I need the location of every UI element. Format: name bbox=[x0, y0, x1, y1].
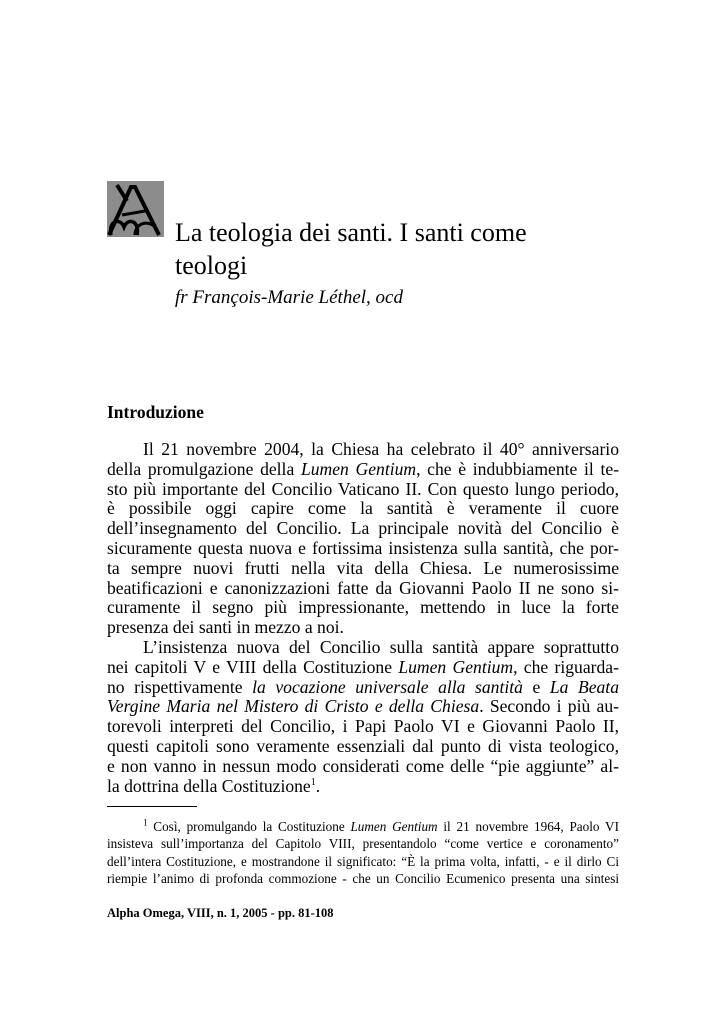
text-line bbox=[107, 480, 619, 500]
text-line bbox=[107, 618, 619, 638]
italic-text: La Beata bbox=[549, 676, 619, 697]
text-run: no rispettivamente bbox=[107, 676, 253, 697]
text-run: , che è indubbiamente il te- bbox=[416, 458, 619, 479]
text-run: è possibile oggi capire come la santità è veramente il cuore bbox=[107, 498, 619, 519]
italic-text: Lumen Gentium bbox=[350, 819, 438, 834]
text-line bbox=[107, 658, 619, 678]
text-run: e bbox=[522, 676, 550, 697]
footnote bbox=[107, 818, 619, 887]
text-line bbox=[107, 460, 619, 480]
text-run: Così, promulgando la Costituzione bbox=[153, 819, 351, 834]
text-run: dell’intera Costituzione, e mostrandone il significato: “È la prima volta, infatti, - e il dirlo Ci bbox=[107, 853, 619, 869]
text-run: riempie l’animo di profonda commozione - che un Concilio Ecumenico presenta una sintesi bbox=[107, 870, 619, 886]
text-run: sto più importante del Concilio Vaticano II. Con questo lungo periodo, bbox=[107, 478, 619, 499]
title-line: La teologia dei santi. I santi come bbox=[175, 218, 527, 247]
text-line bbox=[107, 757, 619, 777]
text-run: L’insistenza nuova del Concilio sulla santità appare soprattutto bbox=[143, 636, 619, 657]
text-line bbox=[107, 717, 619, 737]
text-run: . bbox=[315, 775, 321, 796]
italic-text: Lumen Gentium bbox=[398, 656, 514, 677]
italic-text: Vergine Maria nel Mistero di Cristo e della Chiesa bbox=[107, 696, 480, 717]
text-run: torevoli interpreti del Concilio, i Papi Paolo VI e Giovanni Paolo II, bbox=[107, 716, 619, 737]
text-run: curamente il segno più impressionante, mettendo in luce la forte bbox=[107, 597, 619, 618]
body-text bbox=[107, 440, 619, 796]
text-run: Il 21 novembre 2004, la Chiesa ha celebrato il 40° anniversario bbox=[143, 439, 619, 459]
text-line bbox=[107, 638, 619, 658]
text-line bbox=[107, 835, 619, 852]
text-run: sicuramente questa nuova e fortissima insistenza sulla santità, che por- bbox=[107, 537, 619, 558]
italic-text: Lumen Gentium bbox=[300, 458, 417, 479]
text-run: e non vanno in nessun modo considerati come delle “pie aggiunte” al- bbox=[107, 755, 619, 776]
text-run: insisteva sull’importanza del Capitolo VIII, presentandolo “come vertice e coronamento” bbox=[107, 836, 619, 852]
text-line bbox=[107, 870, 619, 887]
text-run: dell’insegnamento del Concilio. La principale novità del Concilio è bbox=[107, 518, 619, 539]
text-line bbox=[107, 697, 619, 717]
text-line bbox=[107, 539, 619, 559]
text-line bbox=[107, 440, 619, 460]
text-run: . Secondo i più au- bbox=[479, 696, 620, 717]
text-line bbox=[107, 777, 619, 797]
text-run: ta sempre nuovi frutti nella vita della Chiesa. Le numerosissime bbox=[107, 557, 619, 578]
text-line bbox=[107, 559, 619, 579]
title-line: teologi bbox=[175, 251, 248, 280]
text-run: la dottrina della Costituzione bbox=[107, 775, 311, 796]
text-line bbox=[107, 579, 619, 599]
text-run: il 21 novembre 1964, Paolo VI bbox=[437, 819, 619, 834]
text-line bbox=[107, 737, 619, 757]
text-line bbox=[107, 818, 619, 835]
footnote-reference: 1 bbox=[310, 776, 316, 788]
text-run: nei capitoli V e VIII della Costituzione bbox=[107, 656, 399, 677]
page-footer: Alpha Omega, VIII, n. 1, 2005 - pp. 81-108 bbox=[107, 906, 334, 920]
text-line bbox=[107, 678, 619, 698]
alpha-omega-icon bbox=[107, 181, 164, 237]
text-run: della promulgazione della bbox=[107, 458, 301, 479]
text-run: questi capitoli sono veramente essenziali dal punto di vista teologico, bbox=[107, 735, 619, 756]
section-heading: Introduzione bbox=[107, 402, 204, 422]
italic-text: la vocazione universale alla santità bbox=[252, 676, 523, 697]
text-run: , che riguarda- bbox=[513, 656, 619, 677]
text-line bbox=[107, 598, 619, 618]
article-author: fr François-Marie Léthel, ocd bbox=[175, 287, 403, 308]
article-title bbox=[175, 216, 605, 282]
alpha-omega-logo bbox=[107, 181, 164, 237]
text-run: beatificazioni e canonizzazioni fatte da Giovanni Paolo II ne sono si- bbox=[107, 577, 619, 598]
footnote-number: 1 bbox=[143, 817, 148, 828]
text-line bbox=[107, 519, 619, 539]
text-run: presenza dei santi in mezzo a noi. bbox=[107, 617, 344, 638]
text-line bbox=[107, 499, 619, 519]
text-line bbox=[107, 853, 619, 870]
footnote-divider bbox=[107, 806, 197, 807]
